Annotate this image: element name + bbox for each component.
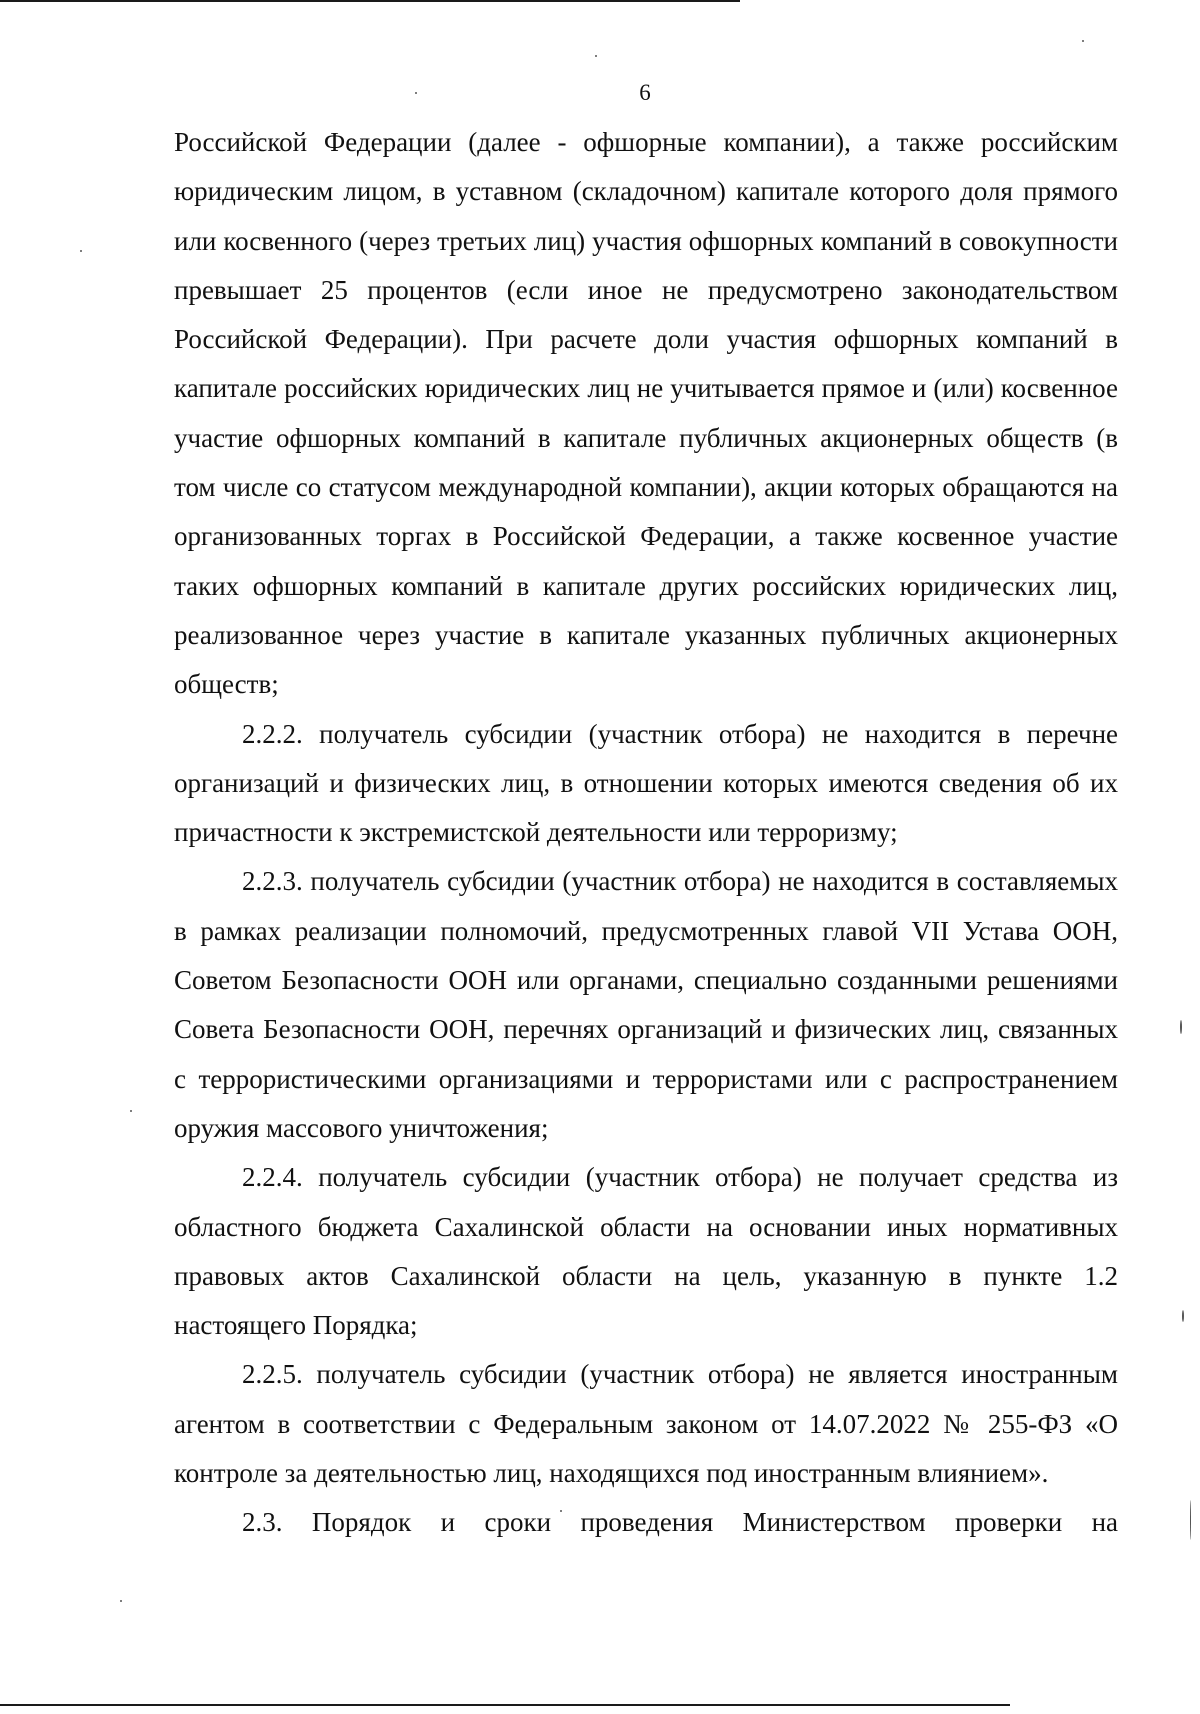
paragraph-2-2-5: 2.2.5. получатель субсидии (участник отбора) не является иностранным агентом в соответствии с Федеральным законом от 14.07.2022 № 255-ФЗ «О контроле за деятельностью лиц, находящихся под иностранным влиянием». — [174, 1359, 1118, 1489]
scan-edge-bottom — [0, 1704, 1010, 1706]
paragraph-continuation: Российской Федерации (далее - офшорные компании), а также российским юридическим лицом, в уставном (складочном) капитале которого доля прямого или косвенного (через третьих лиц) участия офшорных компаний в совокупности превышает 25 процентов (если иное не предусмотрено законодательством Российской Федерации). При расчете доли участия офшорных компаний в капитале российских юридических лиц не учитывается прямое и (или) косвенное участие офшорных компаний в капитале публичных акционерных обществ (в том числе со статусом международной компании), акции которых обращаются на организованных торгах в Российской Федерации, а также косвенное участие таких офшорных компаний в капитале других российских юридических лиц, реализованное через участие в капитале указанных публичных акционерных обществ; — [174, 127, 1118, 700]
paragraph-2-3: 2.3. Порядок и сроки проведения Министерством проверки на — [242, 1507, 1118, 1538]
scan-speck — [1180, 1020, 1182, 1034]
document-body — [174, 118, 1118, 1548]
scan-speck — [80, 250, 82, 252]
scan-speck — [1082, 40, 1084, 42]
paragraph-2-2-4: 2.2.4. получатель субсидии (участник отбора) не получает средства из областного бюджета Сахалинской области на основании иных нормативных правовых актов Сахалинской области на цель, указанную в пункте 1.2 настоящего Порядка; — [174, 1162, 1118, 1341]
scan-edge-top — [0, 0, 740, 2]
paragraph-2-2-2: 2.2.2. получатель субсидии (участник отбора) не находится в перечне организаций и физических лиц, в отношении которых имеются сведения об их причастности к экстремистской деятельности или терроризму; — [174, 718, 1118, 848]
scan-speck — [130, 1110, 132, 1112]
scan-speck — [120, 1600, 122, 1602]
scan-speck — [1190, 1500, 1191, 1540]
paragraph-2-2-3: 2.2.3. получатель субсидии (участник отбора) не находится в составляемых в рамках реализации полномочий, предусмотренных главой VII Устава ООН, Советом Безопасности ООН или органами, специально созданными решениями Совета Безопасности ООН, перечнях организаций и физических лиц, связанных с террористическими организациями и террористами или с распространением оружия массового уничтожения; — [174, 866, 1118, 1143]
page-number: 6 — [639, 80, 651, 105]
scan-speck — [1182, 1310, 1184, 1322]
scan-speck — [595, 55, 597, 57]
